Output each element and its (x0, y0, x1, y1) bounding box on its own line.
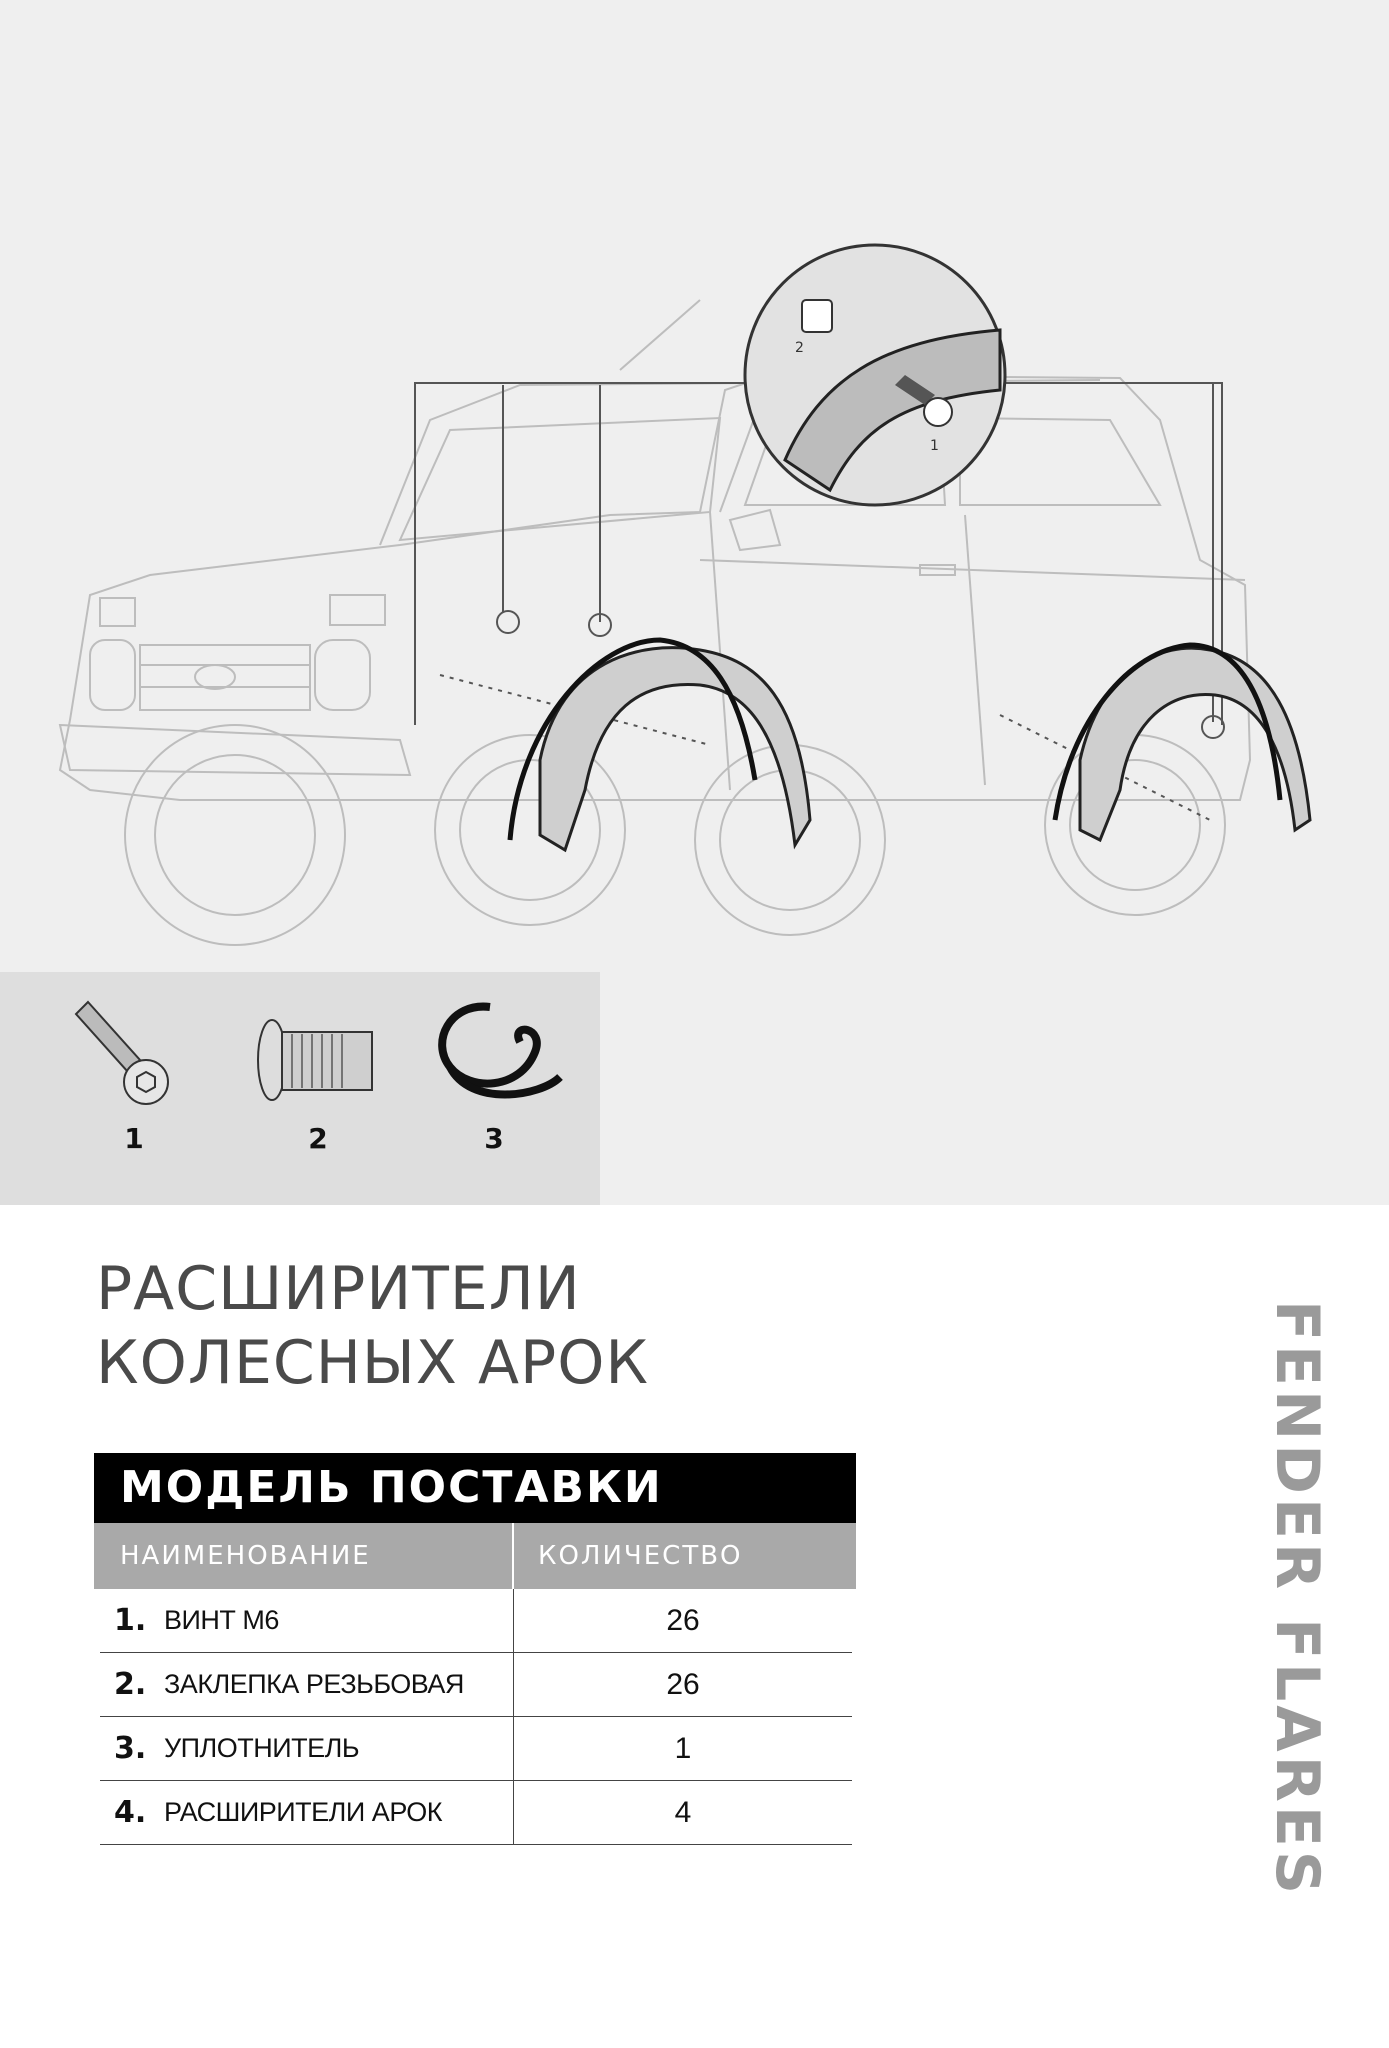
bolt-icon (76, 1002, 168, 1104)
brand-vertical-text: FENDER FLARES (1262, 1300, 1332, 1899)
detail-label-rivet: 2 (795, 340, 804, 356)
page-title (96, 1252, 649, 1400)
table-header: МОДЕЛЬ ПОСТАВКИ (94, 1453, 856, 1523)
title-line-1: РАСШИРИТЕЛИ (96, 1254, 581, 1324)
row-name: ВИНТ М6 (164, 1605, 279, 1635)
table-row (100, 1781, 852, 1845)
row-qty: 26 (666, 1603, 700, 1637)
table-column-headers (94, 1523, 856, 1589)
row-number: 1. (114, 1603, 147, 1638)
column-qty-header: КОЛИЧЕСТВО (538, 1541, 743, 1571)
row-name: УПЛОТНИТЕЛЬ (164, 1733, 360, 1763)
row-name: РАСШИРИТЕЛИ АРОК (164, 1797, 442, 1827)
column-name-header: НАИМЕНОВАНИЕ (94, 1523, 514, 1589)
table-row (100, 1717, 852, 1781)
part-number-3: 3 (484, 1122, 504, 1155)
title-line-2: КОЛЕСНЫХ АРОК (96, 1328, 650, 1398)
parts-panel (0, 972, 600, 1205)
part-number-2: 2 (308, 1122, 328, 1155)
row-qty: 4 (674, 1795, 692, 1829)
row-number: 4. (114, 1795, 147, 1830)
row-name: ЗАКЛЕПКА РЕЗЬБОВАЯ (164, 1669, 464, 1699)
table-row (100, 1653, 852, 1717)
row-number: 3. (114, 1731, 147, 1766)
table-row (100, 1589, 852, 1653)
rivet-nut-icon (258, 1020, 372, 1100)
seal-strip-icon (442, 1007, 560, 1095)
row-number: 2. (114, 1667, 147, 1702)
delivery-table (94, 1453, 856, 1845)
parts-icons (0, 972, 600, 1205)
detail-label-bolt: 1 (930, 438, 939, 454)
part-number-1: 1 (124, 1122, 144, 1155)
row-qty: 1 (674, 1731, 692, 1765)
row-qty: 26 (666, 1667, 700, 1701)
